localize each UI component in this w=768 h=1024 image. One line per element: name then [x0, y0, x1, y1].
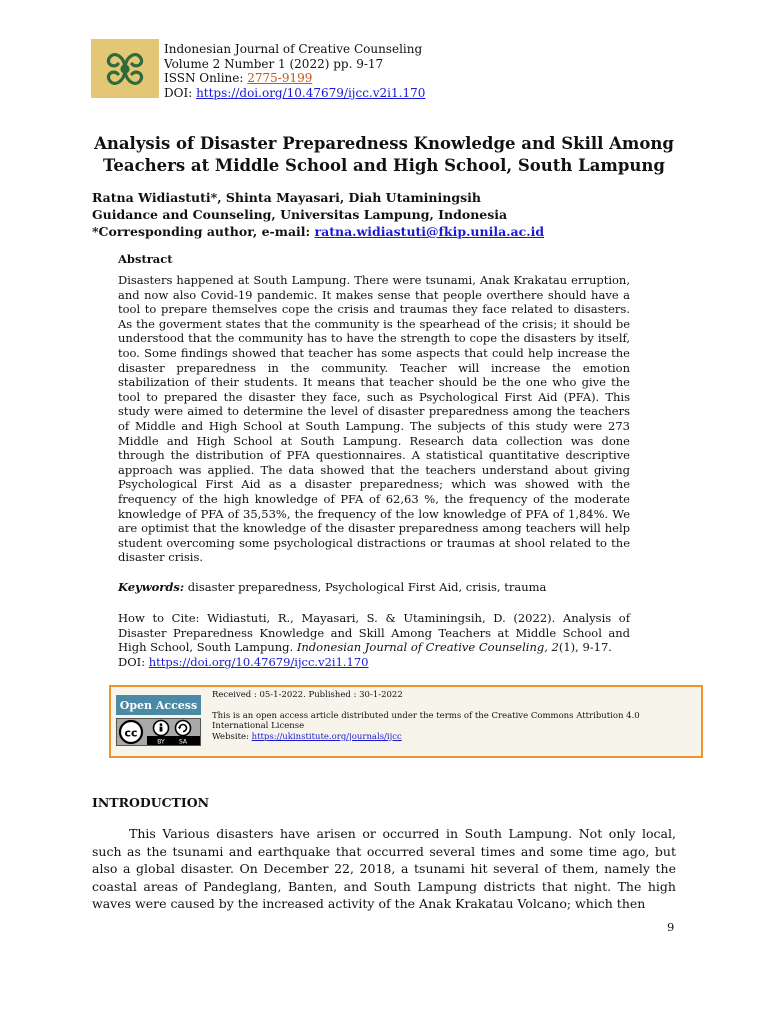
received-published-dates: Received : 05-1-2022. Published : 30-1-2022 — [212, 690, 403, 700]
website-label: Website: — [212, 731, 252, 742]
abstract-heading: Abstract — [118, 252, 173, 266]
paper-title: Analysis of Disaster Preparedness Knowledge and Skill Among Teachers at Middle School and High School, South Lampung — [94, 134, 674, 175]
website-link[interactable]: https://ukinstitute.org/journals/ijcc — [251, 731, 402, 742]
cc-sa-label: SA — [178, 738, 188, 745]
open-access-text — [212, 690, 692, 742]
open-access-box — [109, 685, 703, 758]
website-line — [212, 732, 692, 743]
doi-label: DOI: — [164, 85, 197, 100]
citation-issue: (1), 9-17. — [558, 640, 612, 655]
license-statement: This is an open access article distributed under the terms of the Creative Commons Attribution 4.0 International License — [212, 710, 640, 731]
corresponding-label: *Corresponding author, e-mail: — [92, 224, 315, 239]
open-access-badge: Open Access — [116, 695, 201, 715]
citation-doi-label: DOI: — [118, 654, 149, 669]
keywords-label: Keywords: — [118, 580, 185, 594]
keywords-value: disaster preparedness, Psychological First Aid, crisis, trauma — [184, 580, 547, 594]
cc-symbol-text: cc — [124, 726, 138, 740]
page-number: 9 — [667, 920, 675, 934]
journal-info — [164, 42, 425, 100]
introduction-heading: INTRODUCTION — [92, 795, 210, 810]
cc-license-badge — [116, 718, 201, 746]
author-names: Ratna Widiastuti*, Shinta Mayasari, Diah Utaminingsih — [92, 190, 481, 205]
citation-journal: Indonesian Journal of Creative Counseling, 2 — [296, 640, 559, 655]
issn-label: ISSN Online: — [164, 71, 248, 85]
author-affiliation: Guidance and Counseling, Universitas Lampung, Indonesia — [92, 207, 508, 222]
issn-link[interactable]: 2775-9199 — [247, 71, 313, 85]
citation-block — [118, 611, 630, 669]
introduction-text — [92, 825, 676, 913]
issn-line — [164, 71, 425, 86]
cc-by-sa-icon — [117, 719, 200, 745]
citation-text: How to Cite: Widiastuti, R., Mayasari, S. & Utaminingsih, D. (2022). Analysis of Disaster Preparedness Knowledge and Skill Among Teachers at Middle School and High School, South Lampung. — [118, 611, 630, 655]
cc-by-label: BY — [157, 738, 165, 745]
author-email-link[interactable]: ratna.widiastuti@fkip.unila.ac.id — [314, 224, 545, 239]
introduction-paragraph: This Various disasters have arisen or occurred in South Lampung. Not only local, such as the tsunami and earthquake that occurred several times and some time ago, but also a global disaster. On December 22, 2018, a tsunami hit several of them, namely the coastal areas of Pandeglang, Banten, and South Lampung districts that night. The high waves were caused by the increased activity of the Anak Krakatau Volcano; which then — [92, 826, 676, 911]
journal-name: Indonesian Journal of Creative Counseling — [164, 42, 423, 56]
corresponding-author — [92, 223, 544, 240]
journal-logo — [91, 39, 159, 98]
keywords-line — [118, 580, 546, 594]
doi-line — [164, 86, 425, 101]
journal-volume: Volume 2 Number 1 (2022) pp. 9-17 — [164, 56, 384, 71]
abstract-text: Disasters happened at South Lampung. There were tsunami, Anak Krakatau erruption, and now also Covid-19 pandemic. It makes sense that people overthere should have a tool to prepare themselves cope the crisis and traumas they face related to disasters. As the goverment states that the community is the spearhead of the crisis; it should be understood that the community has to have the strength to cope the disasters by itself, too. Some findings showed that teacher has some aspects that could help increase the disaster preparedness in the community. Teacher will increase the emotion stabilization of their students. It means that teacher should be the one who give the tool to prepared the disaster they face, such as Psychological First Aid (PFA). This study were aimed to determine the level of disaster preparedness among the teachers of Middle and High School at South Lampung. The subjects of this study were 273 Middle and High School at South Lampung. Research data collection was done through the distribution of PFA questionnaires. A statistical quantitative descriptive approach was applied. The data showed that the teachers understand about giving Psychological First Aid as a disaster preparedness; which was showed with the frequency of the high knowledge of PFA of 62,63 %, the frequency of the moderate knowledge of PFA of 35,53%, the frequency of the low knowledge of PFA of 1,84%. We are optimist that the knowledge of the disaster preparedness among teachers will help student overcoming some psychological distractions or traumas at shool related to the disaster crisis. — [118, 273, 630, 565]
ornament-logo-icon — [99, 45, 151, 93]
author-block — [92, 189, 544, 240]
citation-doi-link[interactable]: https://doi.org/10.47679/ijcc.v2i1.170 — [148, 654, 369, 669]
doi-link[interactable]: https://doi.org/10.47679/ijcc.v2i1.170 — [196, 85, 426, 100]
